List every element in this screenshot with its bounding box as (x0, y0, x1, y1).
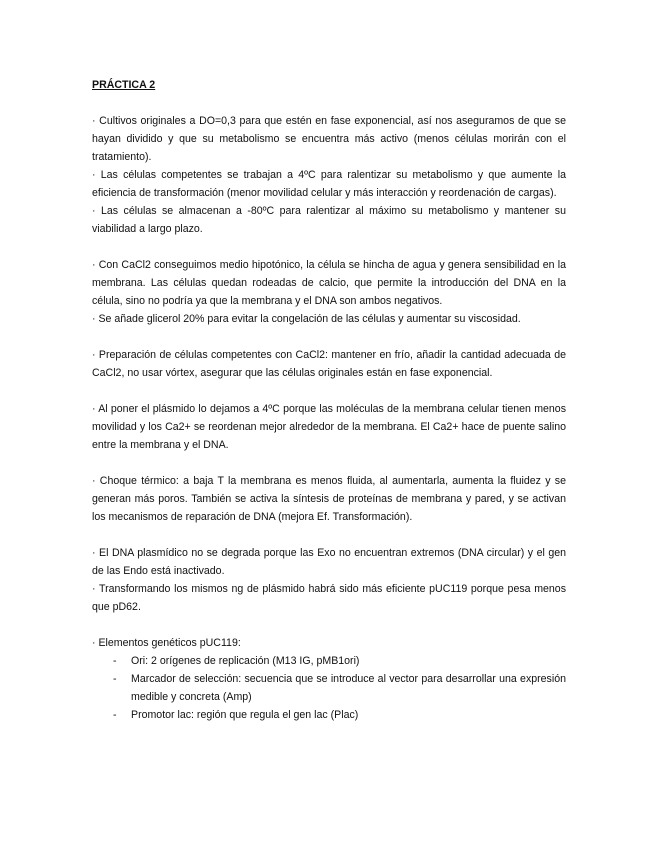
page-title: PRÁCTICA 2 (92, 79, 156, 91)
paragraph-choque-termico: · Choque térmico: a baja T la membrana es menos fluida, al aumentarla, aumenta la fluidez y se generan más poros. También se activa la síntesis de proteínas de membrana y pared, y se activan los mecanismos de reparación de DNA (mejora Ef. Transformación). (92, 475, 566, 523)
document-page (92, 76, 566, 724)
genetic-elements-list (92, 652, 566, 724)
paragraph-almacenamiento: · Las células se almacenan a -80ºC para ralentizar al máximo su metabolismo y mantener su viabilidad a largo plazo. (92, 205, 566, 235)
paragraph-dna-plasmidico: · El DNA plasmídico no se degrada porque las Exo no encuentran extremos (DNA circular) y el gen de las Endo está inactivado. (92, 547, 566, 577)
list-dash: - (113, 655, 117, 667)
paragraph-glicerol: · Se añade glicerol 20% para evitar la congelación de las células y aumentar su viscosidad. (92, 313, 521, 325)
paragraph-transformando: · Transformando los mismos ng de plásmido habrá sido más eficiente pUC119 porque pesa menos que pD62. (92, 583, 566, 613)
paragraph-preparacion: · Preparación de células competentes con CaCl2: mantener en frío, añadir la cantidad adecuada de CaCl2, no usar vórtex, asegurar que las células originales están en fase exponencial. (92, 349, 566, 379)
spacer (92, 382, 566, 400)
spacer (92, 526, 566, 544)
list-item (92, 670, 566, 706)
list-item-text: Promotor lac: región que regula el gen lac (Plac) (131, 709, 359, 721)
paragraph-celulas-competentes: · Las células competentes se trabajan a 4ºC para ralentizar su metabolismo y que aumente la eficiencia de transformación (menor movilidad celular y más interacción y reordenación de cargas). (92, 169, 566, 199)
spacer (92, 454, 566, 472)
list-item-text: Marcador de selección: secuencia que se introduce al vector para desarrollar una expresión medible y concreta (Amp) (131, 673, 566, 703)
list-item (92, 652, 566, 670)
spacer (92, 616, 566, 634)
list-item (92, 706, 566, 724)
list-dash: - (113, 673, 117, 685)
paragraph-cacl2: · Con CaCl2 conseguimos medio hipotónico, la célula se hincha de agua y genera sensibilidad en la membrana. Las células quedan rodeadas de calcio, que permite la introducción del DNA en la célula, sino no podría ya que la membrana y el DNA son ambos negativos. (92, 259, 566, 307)
paragraph-plasmido: · Al poner el plásmido lo dejamos a 4ºC porque las moléculas de la membrana celular tienen menos movilidad y los Ca2+ se reordenan mejor alrededor de la membrana. El Ca2+ hace de puente salino entre la membrana y el DNA. (92, 403, 566, 451)
paragraph-cultivos: · Cultivos originales a DO=0,3 para que estén en fase exponencial, así nos aseguramos de que se hayan dividido y que su metabolismo se encuentra más activo (menos células morirán con el tratamiento). (92, 115, 566, 163)
paragraph-elementos-geneticos: · Elementos genéticos pUC119: (92, 637, 241, 649)
list-item-text: Ori: 2 orígenes de replicación (M13 IG, pMB1ori) (131, 655, 360, 667)
spacer (92, 238, 566, 256)
spacer (92, 328, 566, 346)
list-dash: - (113, 709, 117, 721)
